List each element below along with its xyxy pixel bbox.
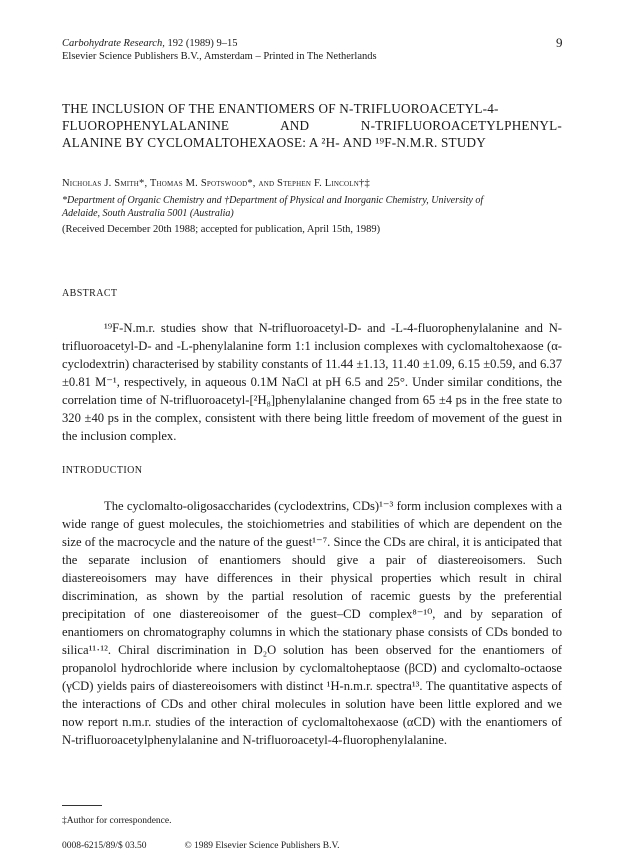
imprint-line bbox=[62, 840, 340, 852]
journal-ref: 192 (1989) 9–15 bbox=[167, 38, 238, 49]
abstract-body bbox=[62, 319, 562, 445]
abstract-paragraph: ¹⁹F-N.m.r. studies show that N-trifluoroacetyl-D- and -L-4-fluorophenylalanine and N-trifluoroacetyl-D- and -L-phenylalanine form 1:1 inclusion complexes with cyclomaltohexaose (α-cyclodextrin) characterised by stability constants of 11.44 ±1.13, 11.40 ±1.09, 6.15 ±0.59, and 6.37 ±0.81 M⁻¹, respectively, in aqueous 0.1M NaCl at pH 6.5 and 25°. Under similar conditions, the correlation time of N-trifluoroacetyl-[²H₈]phenylalanine changed from 65 ±4 ps in the free state to 320 ±40 ps in the complex, consistent with there being little freedom of movement of the guest in the inclusion complex. bbox=[62, 321, 562, 443]
page-number: 9 bbox=[556, 35, 563, 50]
journal-name: Carbohydrate Research, bbox=[62, 38, 165, 49]
introduction-paragraph: The cyclomalto-oligosaccharides (cyclodextrins, CDs)¹⁻³ form inclusion complexes with a wide range of guest molecules, the stoichiometries and stabilities of which are dependent on the size of the macrocycle and the nature of the guest¹⁻⁷. Since the CDs are chiral, it is anticipated that the separate inclusion of enantiomers should give a pair of diastereoisomers. Such diastereoisomers may have differences in their physical properties which result in chiral discrimination, as shown by the partial resolution of racemic guests by the preferential precipitation of one diastereoisomer of the guest–CD complex⁸⁻¹⁰, and by separation of enantiomers on chromatography columns in which the stationary phase consists of CDs bonded to silica¹¹·¹². Chiral discrimination in D₂O solution has been observed for the enantiomers of propanolol hydrochloride where inclusion by cyclomaltoheptaose (βCD) and cyclomalto-octaose (γCD) yields pairs of diastereoisomers with distinct ¹H-n.m.r. spectra¹³. The quantitative aspects of the interactions of CDs and other chiral molecules in solution have been little explored and we now report n.m.r. studies of the interaction of cyclomaltohexaose (αCD) with the enantiomers of N-trifluoroacetylphenylalanine and N-trifluoroacetyl-4-fluorophenylalanine. bbox=[62, 499, 562, 747]
footnote-rule bbox=[62, 805, 102, 806]
abstract-heading: ABSTRACT bbox=[62, 288, 118, 299]
journal-header bbox=[62, 37, 377, 63]
affiliations bbox=[62, 194, 562, 220]
received-dates: (Received December 20th 1988; accepted for publication, April 15th, 1989) bbox=[62, 224, 381, 235]
title-line-1: THE INCLUSION OF THE ENANTIOMERS OF N-TRIFLUOROACETYL-4- bbox=[62, 101, 499, 116]
article-title bbox=[62, 100, 562, 151]
affiliation-line-1: *Department of Organic Chemistry and †Department of Physical and Inorganic Chemistry, University of bbox=[62, 195, 484, 206]
title-line-2: FLUOROPHENYLALANINE AND N-TRIFLUOROACETYLPHENYL- bbox=[62, 118, 562, 133]
footnote: ‡Author for correspondence. bbox=[62, 816, 172, 826]
author-list: Nicholas J. Smith*, Thomas M. Spotswood*, and Stephen F. Lincoln†‡ bbox=[62, 178, 370, 189]
introduction-body bbox=[62, 497, 562, 749]
title-line-3: ALANINE BY CYCLOMALTOHEXAOSE: A ²H- AND ¹⁹F-N.M.R. STUDY bbox=[62, 135, 486, 150]
introduction-heading: INTRODUCTION bbox=[62, 465, 143, 476]
affiliation-line-2: Adelaide, South Australia 5001 (Australia) bbox=[62, 208, 234, 219]
issn-price: 0008-6215/89/$ 03.50 bbox=[62, 841, 147, 851]
publisher-line: Elsevier Science Publishers B.V., Amsterdam – Printed in The Netherlands bbox=[62, 51, 377, 62]
copyright-notice: © 1989 Elsevier Science Publishers B.V. bbox=[184, 841, 340, 851]
